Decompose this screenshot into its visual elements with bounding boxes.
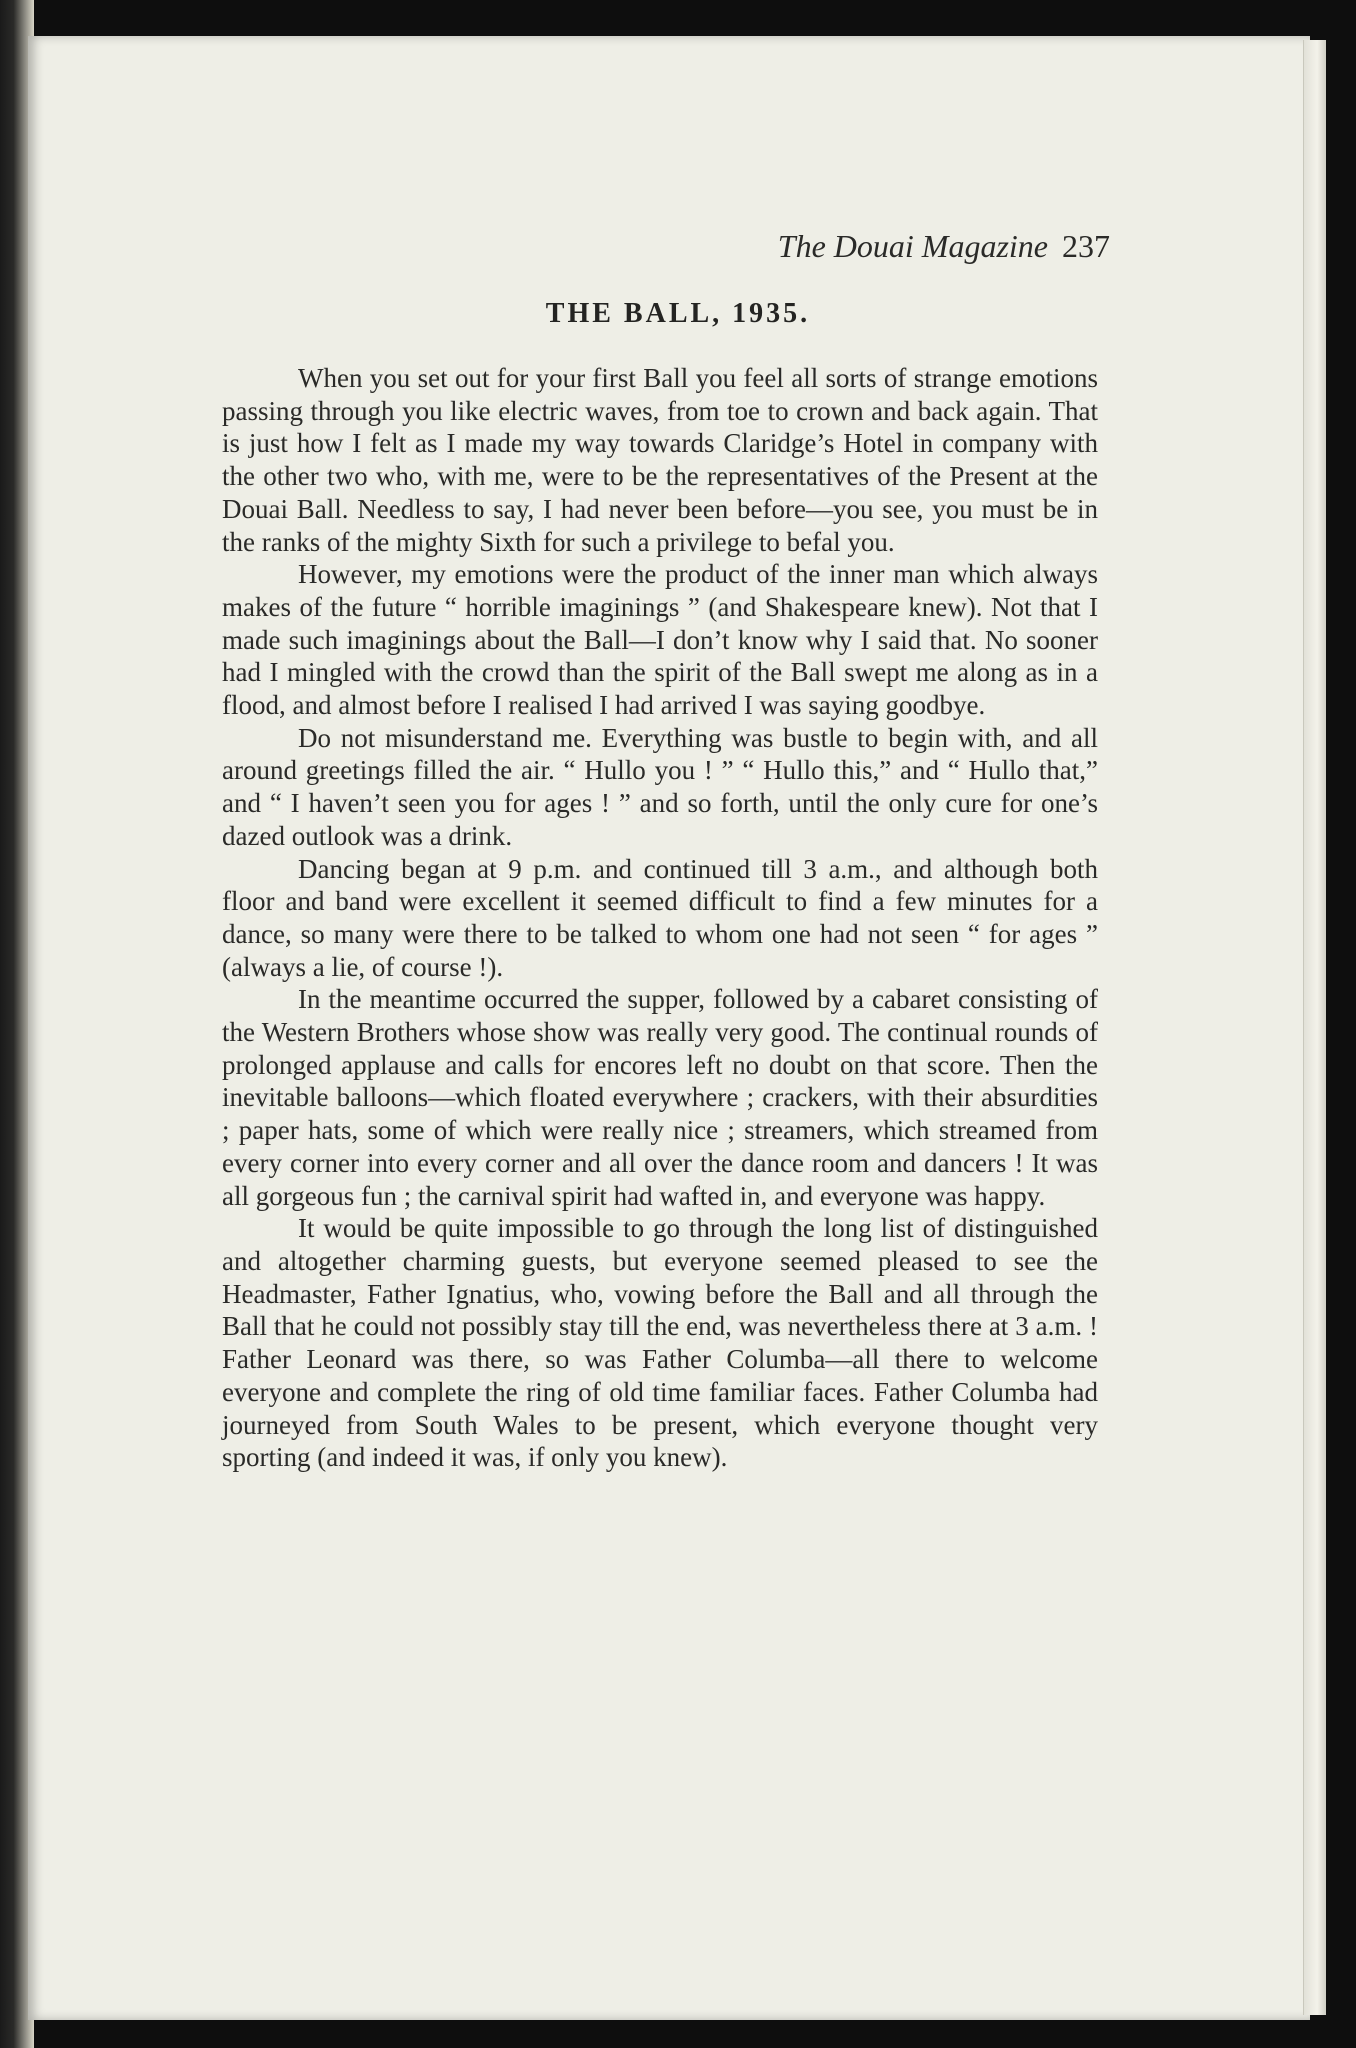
paragraph: In the meantime occurred the supper, followed by a cabaret consisting of the Western Brothers whose show was really very good. The continual rounds of prolonged applause and calls for encores left no doubt on that score. Then the inevitable balloons—which floated everywhere ; crackers, with their absurdities ; paper hats, some of which were really nice ; streamers, which streamed from every corner into every corner and all over the dance room and dancers ! It was all gorgeous fun ; the carnival spirit had wafted in, and everyone was happy.: [222, 984, 1098, 1211]
paragraph: Do not misunderstand me. Everything was bustle to begin with, and all around greetings filled the air. “ Hullo you ! ” “ Hullo this,” and “ Hullo that,” and “ I haven’t seen you for ages ! ” and so forth, until the only cure for one’s dazed outlook was a drink.: [222, 722, 1098, 851]
magazine-title: The Douai Magazine: [777, 228, 1048, 264]
paragraph: When you set out for your first Ball you feel all sorts of strange emotions passing through you like electric waves, from toe to crown and back again. That is just how I felt as I made my way towards Claridge’s Hotel in company with the other two who, with me, were to be the representatives of the Present at the Douai Ball. Needless to say, I had never been before—you see, you must be in the ranks of the mighty Sixth for such a privilege to befal you.: [222, 363, 1098, 557]
article-title: THE BALL, 1935.: [545, 298, 811, 329]
paragraph: It would be quite impossible to go through the long list of distinguished and altogether charming guests, but everyone seemed pleased to see the Headmaster, Father Ignatius, who, vowing before the Ball and all through the Ball that he could not possibly stay till the end, was nevertheless there at 3 a.m. ! Father Leonard was there, so was Father Columba—all there to welcome everyone and complete the ring of old time familiar faces. Father Columba had journeyed from South Wales to be present, which everyone thought very sporting (and indeed it was, if only you knew).: [222, 1213, 1098, 1473]
page-number: 237: [1062, 228, 1110, 264]
paragraph: However, my emotions were the product of the inner man which always makes of the future “ horrible imaginings ” (and Shakespeare knew). Not that I made such imaginings about the Ball—I don’t know why I said that. No sooner had I mingled with the crowd than the spirit of the Ball swept me along as in a flood, and almost before I realised I had arrived I was saying goodbye.: [222, 559, 1098, 721]
page-edge: [1303, 40, 1326, 2015]
paragraph: Dancing began at 9 p.m. and continued till 3 a.m., and although both floor and band were excellent it seemed difficult to find a few minutes for a dance, so many were there to be talked to whom one had not seen “ for ages ” (always a lie, of course !).: [222, 853, 1098, 982]
article-body: [222, 362, 1098, 1474]
running-header: [778, 228, 1110, 265]
